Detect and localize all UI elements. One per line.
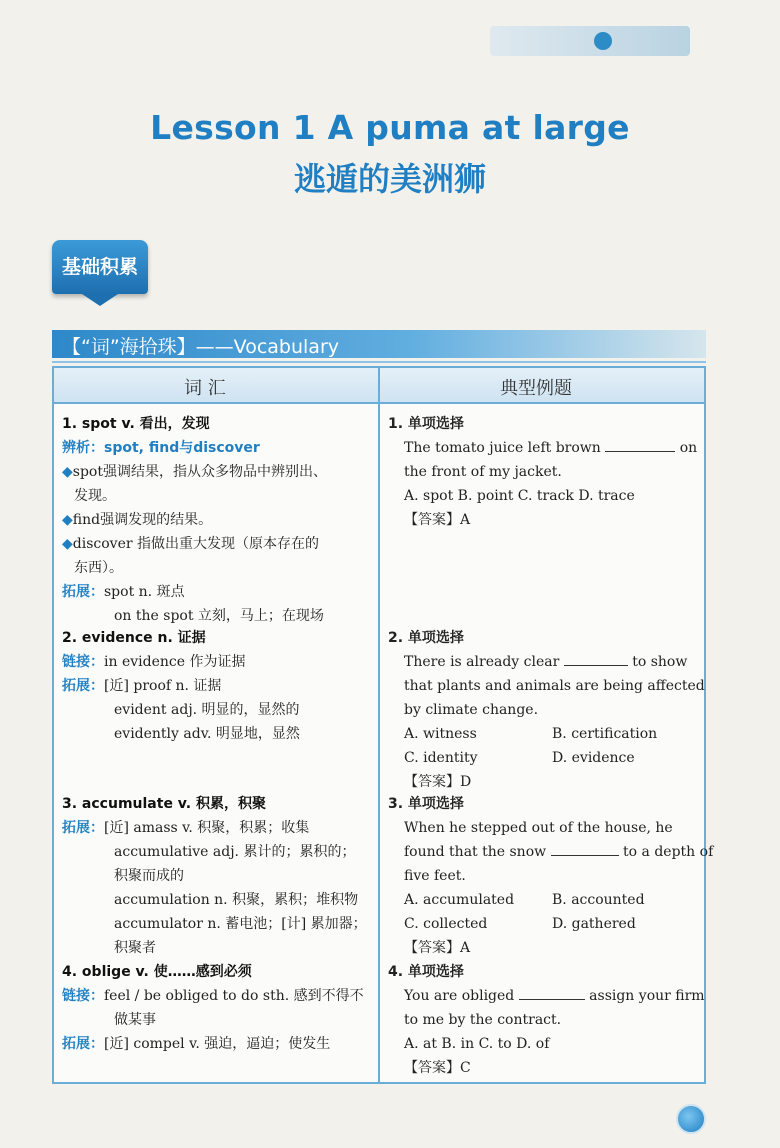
column-divider — [378, 368, 380, 1082]
header-strip — [490, 26, 690, 56]
question-text: assign your firm — [589, 988, 705, 1004]
question-text: to show — [632, 654, 688, 670]
answer-text: 【答案】C — [404, 1060, 471, 1076]
option-d: D. gathered — [552, 916, 636, 932]
question-text: There is already clear — [404, 654, 560, 670]
text-line: feel / be obliged to do sth. 感到不得不 — [104, 988, 364, 1004]
text-line: 东西）。 — [74, 560, 123, 576]
tag-label: 拓展： — [62, 1036, 104, 1052]
question-3 — [388, 792, 714, 960]
logo-icon — [594, 32, 612, 50]
question-4 — [388, 960, 705, 1080]
entry-title: 1. spot v. 看出，发现 — [62, 416, 210, 432]
text-line: accumulation n. 积聚，累积；堆积物 — [114, 892, 359, 908]
options-line: A. spot B. point C. track D. trace — [404, 488, 635, 504]
entry-spot — [62, 412, 374, 628]
text-line: evidently adv. 明显地，显然 — [114, 726, 300, 742]
vocabulary-table — [52, 366, 714, 1084]
question-heading: 3. 单项选择 — [388, 796, 464, 812]
question-text: that plants and animals are being affected — [404, 678, 705, 694]
option-a: A. accumulated — [404, 892, 515, 908]
answer-blank — [519, 986, 585, 1000]
option-c: C. collected — [404, 916, 488, 932]
question-text: on — [679, 440, 698, 456]
diamond-bullet-icon: ◆ — [62, 512, 73, 528]
option-a: A. witness — [404, 726, 477, 742]
question-heading: 2. 单项选择 — [388, 630, 464, 646]
text-line: 积聚而成的 — [114, 868, 184, 884]
answer-text: 【答案】A — [404, 940, 471, 956]
tag-label: 链接： — [62, 988, 104, 1004]
tag-label: 辨析： — [62, 440, 104, 456]
text-line: 做某事 — [114, 1012, 156, 1028]
entry-title: 4. oblige v. 使……感到必须 — [62, 964, 252, 980]
text-line: on the spot 立刻，马上；在现场 — [114, 608, 324, 624]
entry-evidence — [62, 626, 374, 746]
lesson-subtitle: 逃遁的美洲狮 — [293, 160, 486, 198]
question-text: found that the snow — [404, 844, 547, 860]
text-line: [近] amass v. 积聚，积累；收集 — [104, 820, 310, 836]
text-line: spot n. 斑点 — [104, 584, 185, 600]
tag-label: 拓展： — [62, 678, 104, 694]
question-2 — [388, 626, 705, 794]
question-text: When he stepped out of the house, he — [404, 820, 673, 836]
question-text: to a depth of — [623, 844, 714, 860]
badge-label: 基础积累 — [61, 256, 138, 278]
text-line: discover 指做出重大发现（原本存在的 — [72, 536, 320, 552]
entry-title: 2. evidence n. 证据 — [62, 630, 206, 646]
entry-title: 3. accumulate v. 积累，积聚 — [62, 796, 266, 812]
entry-oblige — [62, 960, 374, 1056]
answer-text: 【答案】A — [404, 512, 471, 528]
answer-blank — [564, 652, 628, 666]
text-line: in evidence 作为证据 — [104, 654, 246, 670]
tag-label: 拓展： — [62, 820, 104, 836]
header-vocab: 词 汇 — [184, 378, 226, 399]
section-title: 【“词”海拾珠】——Vocabulary — [62, 336, 340, 358]
text-line: accumulator n. 蓄电池；[计] 累加器； — [114, 916, 367, 932]
option-b: B. accounted — [552, 892, 645, 908]
answer-blank — [605, 438, 675, 452]
answer-blank — [551, 842, 619, 856]
entry-accumulate — [62, 792, 374, 960]
tag-label: 拓展： — [62, 584, 104, 600]
text-line: [近] proof n. 证据 — [104, 678, 222, 694]
question-text: by climate change. — [404, 702, 539, 718]
option-c: C. identity — [404, 750, 478, 766]
option-d: D. evidence — [552, 750, 635, 766]
question-heading: 1. 单项选择 — [388, 416, 464, 432]
answer-text: 【答案】D — [404, 774, 472, 790]
header-examples: 典型例题 — [500, 378, 572, 399]
text-line: accumulative adj. 累计的；累积的； — [114, 844, 356, 860]
section-divider — [52, 361, 706, 363]
question-1 — [388, 412, 698, 532]
text-line: 积聚者 — [114, 940, 156, 956]
text-line: [近] compel v. 强迫，逼迫；使发生 — [104, 1036, 331, 1052]
text-line: evident adj. 明显的，显然的 — [114, 702, 300, 718]
page-number-badge — [676, 1104, 706, 1134]
question-heading: 4. 单项选择 — [388, 964, 464, 980]
question-text: You are obliged — [404, 988, 515, 1004]
lesson-title: Lesson 1 A puma at large — [150, 108, 630, 147]
option-b: B. certification — [552, 726, 658, 742]
text-line: spot强调结果，指从众多物品中辨别出、 — [72, 464, 327, 480]
text-line: 发现。 — [74, 488, 116, 504]
question-text: The tomato juice left brown — [404, 440, 601, 456]
options-line: A. at B. in C. to D. of — [404, 1036, 550, 1052]
diamond-bullet-icon: ◆ — [62, 464, 73, 480]
section-bar — [52, 330, 706, 358]
question-text: to me by the contract. — [404, 1012, 562, 1028]
text-line: find强调发现的结果。 — [72, 512, 213, 528]
tag-label: 链接： — [62, 654, 104, 670]
bianxi-text: spot, find与discover — [104, 440, 260, 456]
question-text: the front of my jacket. — [404, 464, 562, 480]
section-badge — [52, 240, 148, 294]
question-text: five feet. — [404, 868, 466, 884]
diamond-bullet-icon: ◆ — [62, 536, 73, 552]
